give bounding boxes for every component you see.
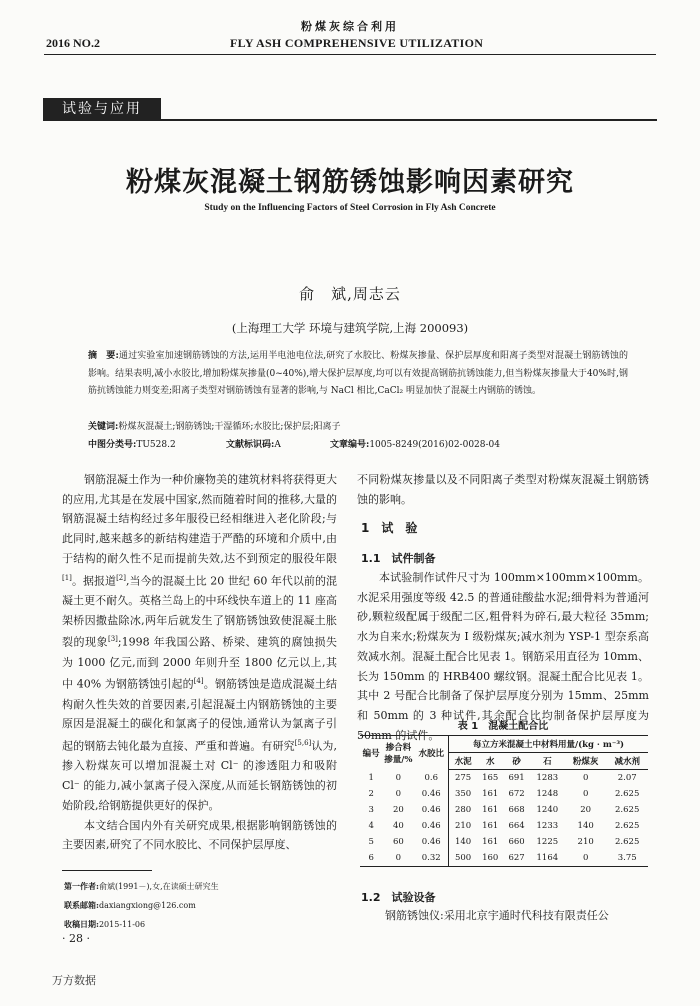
mix-proportion-table: 编号 掺合料掺量/% 水胶比 每立方米混凝土中材料用量/(kg · m⁻³) 水泥 水 砂 石 粉煤灰 减水剂 1 0 0.6 275 165 691 1283 0 2.07 2 0 0.46 350 161 672 1248 0 2.625 3 20 0.46 280 161 668 1240 20 2.625 4 40 0.46 210 161 664 1233 140 2.625 5 60 0.46 140 161 660 1225 210 2.625 6 0 0.32 500 160 627 1164 0 3.75 [360,735,648,867]
table-caption: 表 1 混凝土配合比 [457,721,549,732]
right-column-continued: 不同粉煤灰掺量以及不同阳离子类型对粉煤灰混凝土钢筋锈蚀的影响。 [357,473,649,506]
col-header-id: 编号 [360,736,382,770]
table-row: 4 40 0.46 210 161 664 1233 140 2.625 [360,818,648,834]
intro-paragraph-1: 钢筋混凝土作为一种价廉物美的建筑材料将获得更大的应用,尤其是在发展中国家,然而随着时间的推移,大量的钢筋混凝土结构经过多年服役已经相继进入老化阶段;与此同时,越来越多的新结构建造于严酷的环境和介质中,由于结构的耐久性不足而提前失效,达不到预定的服役年限[1]。据报道[2],当今的混凝土比 20 世纪 60 年代以前的混凝土更不耐久。英格兰岛上的中环线快车道上的 11 座高架桥因撒盐除冰,两年后就发生了钢筋锈蚀致使混凝土胀裂的现象[3];1998 年我国公路、桥梁、建筑的腐蚀损失为 1000 亿元,而到 2000 年则升至 1800 亿元以上,其中 40% 为钢筋锈蚀引起的[4]。钢筋锈蚀是造成混凝土结构耐久性失效的首要因素,引起混凝土内钢筋锈蚀的主要原因是混凝土的碳化和氯离子的侵蚀,通常认为氯离子引起的钢筋去钝化最为直接、严重和普遍。有研究[5,6]认为,掺入粉煤灰可以增加混凝土对 Cl⁻ 的渗透阻力和吸附 Cl⁻ 的能力,减小氯离子侵入深度,从而延长钢筋锈蚀的初始阶段,给钢筋提供更好的保护。 [62,473,338,812]
abstract-label: 摘 要: [88,351,119,361]
intro-paragraph-2: 本文结合国内外有关研究成果,根据影响钢筋锈蚀的主要因素,研究了不同水胶比、不同保护层厚度、 [62,818,337,852]
table-row: 2 0 0.46 350 161 672 1248 0 2.625 [360,786,648,802]
authors: 俞 斌,周志云 [299,285,401,303]
table-row: 1 0 0.6 275 165 691 1283 0 2.07 [360,770,648,787]
table-row: 5 60 0.46 140 161 660 1225 210 2.625 [360,834,648,850]
footnote-email: 联系邮箱:daxiangxiong@126.com [64,900,196,910]
specimen-paragraph: 本试验制作试件尺寸为 100mm×100mm×100mm。水泥采用强度等级 42.5 的普通硅酸盐水泥;细骨料为普通河砂,颗粒级配属于级配二区,粗骨料为碎石,最大粒径 35mm;水为自来水;粉煤灰为 Ⅰ 级粉煤灰;减水剂为 YSP-1 型奈系高效减水剂。混凝土配合比见表 1。钢筋采用直径为 10mm、长为 150mm 的 HRB400 螺纹钢。混凝土配合比见表 1。其中 2 号配合比制备了保护层厚度分别为 15mm、25mm 和 50mm 的 3 种试件,其余配合比均制备保护层厚度为 50mm 的试件。 [357,571,649,742]
subsection-1-2-heading: 1.2 试验设备 [361,891,436,904]
col-header-group: 每立方米混凝土中材料用量/(kg · m⁻³) [449,736,648,753]
affiliation: (上海理工大学 环境与建筑学院,上海 200093) [231,321,469,335]
journal-name-en: FLY ASH COMPREHENSIVE UTILIZATION [230,36,484,50]
equipment-paragraph: 钢筋锈蚀仪:采用北京宇通时代科技有限责任公 [385,909,609,922]
subsection-1-1-heading: 1.1 试件制备 [361,552,436,565]
keywords-label: 关键词: [88,422,119,432]
section-badge: 试验与应用 [43,98,161,121]
table-row: 6 0 0.32 500 160 627 1164 0 3.75 [360,850,648,867]
col-header-wb: 水胶比 [414,736,448,770]
col-header-fly-ash: 掺合料掺量/% [382,736,414,770]
issue-number: 2016 NO.2 [46,36,100,50]
article-number: 文章编号:1005-8249(2016)02-0028-04 [330,440,500,450]
page-number: · 28 · [62,932,90,945]
clc-code: 中图分类号:TU528.2 [88,440,176,450]
abstract-text: 通过实验室加速钢筋锈蚀的方法,运用半电池电位法,研究了水胶比、粉煤灰掺量、保护层厚度和阳离子类型对混凝土钢筋锈蚀的影响。结果表明,减小水胶比,增加粉煤灰掺量(0~40%),增大保护层厚度,均可以有效提高钢筋抗锈蚀能力,但当粉煤灰掺量大于40%时,钢筋抗锈蚀能力则变差;阳离子类型对钢筋锈蚀有显著的影响,与 NaCl 相比,CaCl₂ 明显加快了混凝土内钢筋的锈蚀。 [88,351,628,396]
footnote-author: 第一作者:俞斌(1991－),女,在读硕士研究生 [64,881,219,891]
left-column [62,470,337,855]
footnote [64,877,219,934]
footnote-rule [62,870,152,871]
keywords [88,419,628,435]
article-title-en: Study on the Influencing Factors of Steel Corrosion in Fly Ash Concrete [204,203,496,213]
table-row: 3 20 0.46 280 161 668 1240 20 2.625 [360,802,648,818]
keywords-text: 粉煤灰混凝土;钢筋锈蚀;干湿循环;水胶比;保护层;阳离子 [118,422,341,432]
section-rule [161,119,657,121]
abstract [88,348,628,401]
section-1-heading: 1 试 验 [361,521,418,535]
doc-code: 文献标识码:A [226,440,281,450]
article-title-cn: 粉煤灰混凝土钢筋锈蚀影响因素研究 [126,167,574,198]
journal-name-cn: 粉煤灰综合利用 [301,20,399,33]
watermark: 万方数据 [52,974,96,987]
footnote-date: 收稿日期:2015-11-06 [64,919,146,929]
header-rule [44,54,656,55]
